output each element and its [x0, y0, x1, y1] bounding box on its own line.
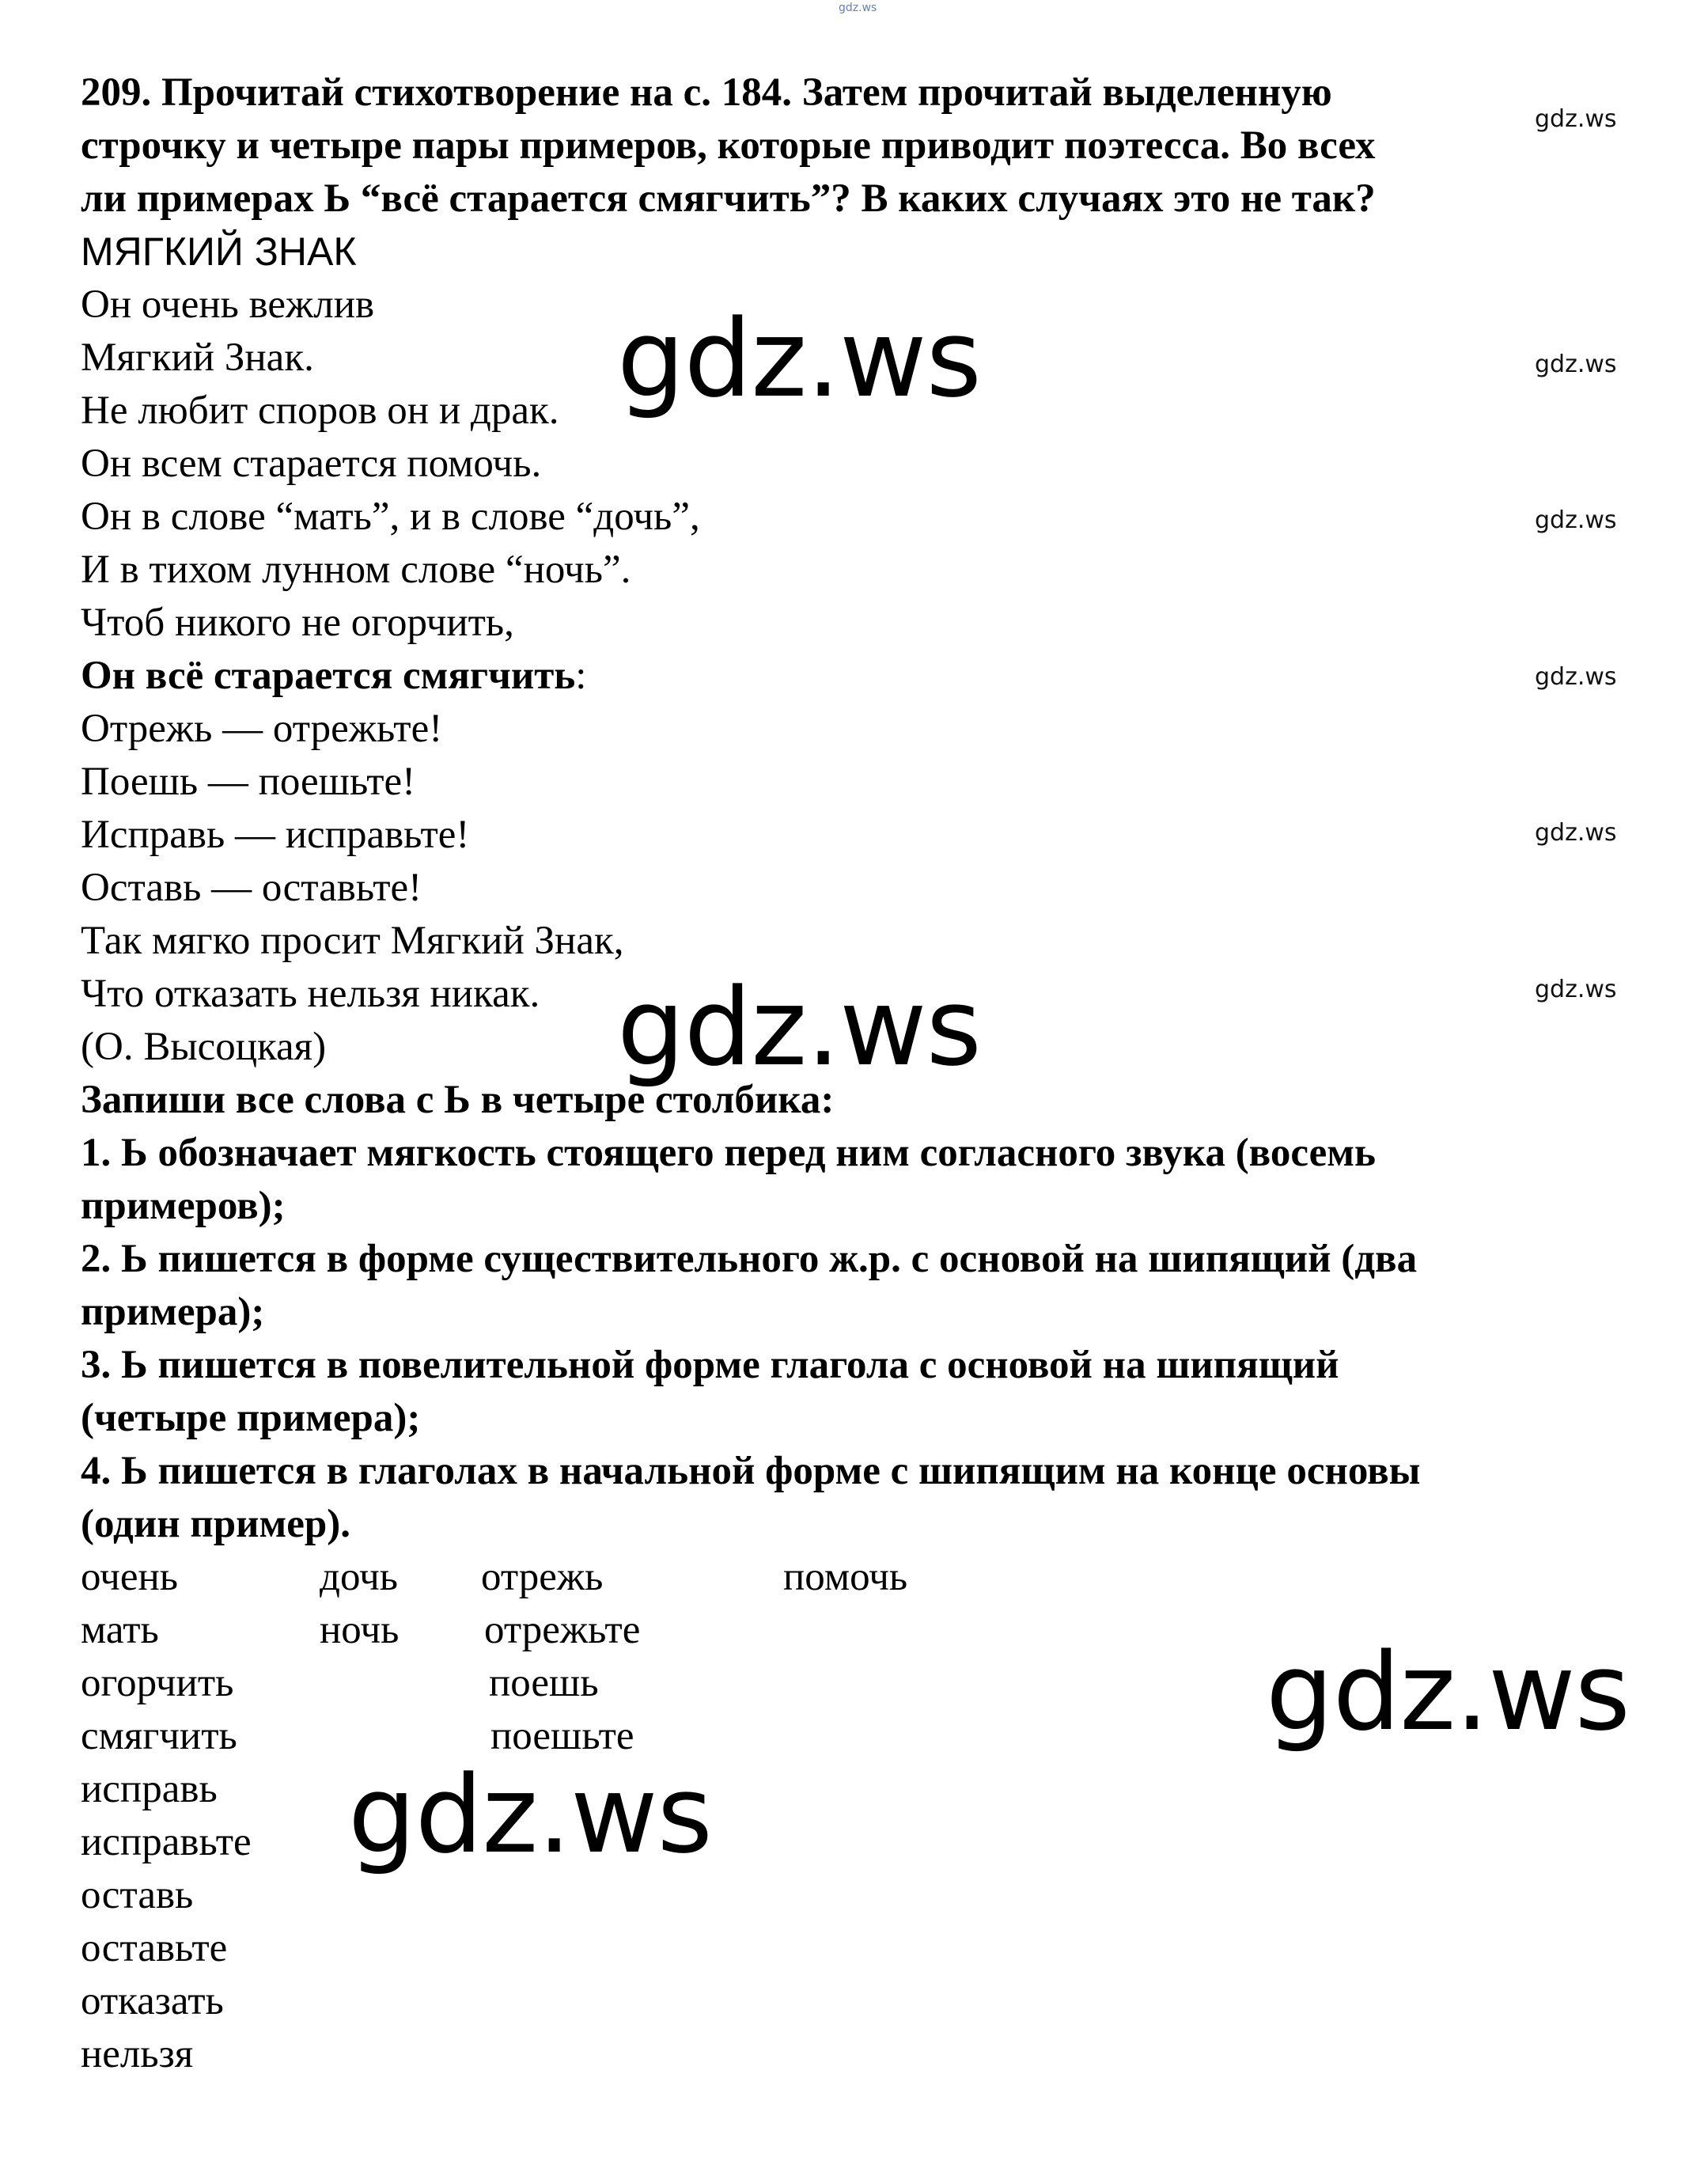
column1-word: огорчить: [81, 1661, 234, 1705]
column3-word: отрежьте: [484, 1608, 641, 1652]
poem-line-7: Чтоб никого не огорчить,: [81, 601, 514, 645]
poem-line-5: Он в слове “мать”, и в слове “дочь”,: [81, 495, 700, 539]
poem-line-13: Так мягко просит Мягкий Знак,: [81, 919, 624, 963]
task-line-1: 209. Прочитай стихотворение на с. 184. Затем прочитай выделенную: [81, 70, 1332, 115]
poem-line-4: Он всем старается помочь.: [81, 442, 542, 486]
column1-word: оставь: [81, 1873, 194, 1917]
column1-word: отказать: [81, 1979, 224, 2023]
instruction-line-7: (четыре примера);: [81, 1396, 421, 1440]
poem-author: (О. Высоцкая): [81, 1025, 327, 1069]
task-line-2: строчку и четыре пары примеров, которые приводит поэтесса. Во всех: [81, 123, 1376, 168]
instruction-line-3: примеров);: [81, 1184, 286, 1228]
watermark-large: gdz.ws: [617, 297, 981, 421]
column1-word: очень: [81, 1555, 179, 1599]
watermark-small: gdz.ws: [1535, 976, 1617, 1003]
instruction-line-2: 1. Ь обозначает мягкость стоящего перед ним согласного звука (восемь: [81, 1131, 1376, 1175]
poem-title: МЯГКИЙ ЗНАК: [81, 229, 357, 274]
instruction-line-9: (один пример).: [81, 1502, 350, 1546]
poem-bold-line: [81, 650, 586, 703]
poem-line-2: Мягкий Знак.: [81, 336, 314, 380]
watermark-small: gdz.ws: [1535, 819, 1617, 847]
poem-bold-suffix: :: [575, 654, 587, 698]
column3-word: поешьте: [490, 1714, 634, 1758]
watermark-large: gdz.ws: [617, 965, 981, 1090]
column1-word: мать: [81, 1608, 159, 1652]
column1-word: нельзя: [81, 2032, 194, 2076]
column2-word: ночь: [320, 1608, 400, 1652]
watermark-top: gdz.ws: [839, 2, 877, 14]
poem-line-6: И в тихом лунном слове “ночь”.: [81, 548, 631, 592]
column1-word: исправь: [81, 1767, 218, 1811]
instruction-line-6: 3. Ь пишется в повелительной форме глагола с основой на шипящий: [81, 1343, 1339, 1387]
column1-word: смягчить: [81, 1714, 237, 1758]
poem-line-10: Поешь — поешьте!: [81, 760, 416, 804]
column1-word: оставьте: [81, 1926, 228, 1970]
poem-line-11: Исправь — исправьте!: [81, 813, 470, 857]
column1-word: исправьте: [81, 1820, 252, 1864]
poem-line-12: Оставь — оставьте!: [81, 866, 422, 910]
instruction-line-4: 2. Ь пишется в форме существительного ж.р. с основой на шипящий (два: [81, 1237, 1418, 1281]
instruction-line-5: примера);: [81, 1290, 265, 1334]
poem-line-9: Отрежь — отрежьте!: [81, 707, 443, 751]
watermark-small: gdz.ws: [1535, 351, 1617, 378]
poem-line-14: Что отказать нельзя никак.: [81, 972, 540, 1016]
poem-bold-text: Он всё старается смягчить: [81, 654, 576, 698]
column2-word: дочь: [320, 1555, 399, 1599]
column3-word: поешь: [489, 1661, 599, 1705]
watermark-small: gdz.ws: [1535, 663, 1617, 691]
watermark-large: gdz.ws: [348, 1753, 712, 1877]
instruction-line-1: Запиши все слова с Ь в четыре столбика:: [81, 1078, 835, 1122]
column3-word: отрежь: [481, 1555, 604, 1599]
watermark-large: gdz.ws: [1266, 1630, 1630, 1754]
column4-word: помочь: [783, 1555, 908, 1599]
poem-line-3: Не любит споров он и драк.: [81, 389, 559, 433]
task-line-3: ли примерах Ь “всё старается смягчить”? В каких случаях это не так?: [81, 176, 1376, 221]
poem-line-1: Он очень вежлив: [81, 282, 375, 327]
watermark-small: gdz.ws: [1535, 506, 1617, 534]
instruction-line-8: 4. Ь пишется в глаголах в начальной форме с шипящим на конце основы: [81, 1449, 1421, 1493]
watermark-small: gdz.ws: [1535, 105, 1617, 133]
